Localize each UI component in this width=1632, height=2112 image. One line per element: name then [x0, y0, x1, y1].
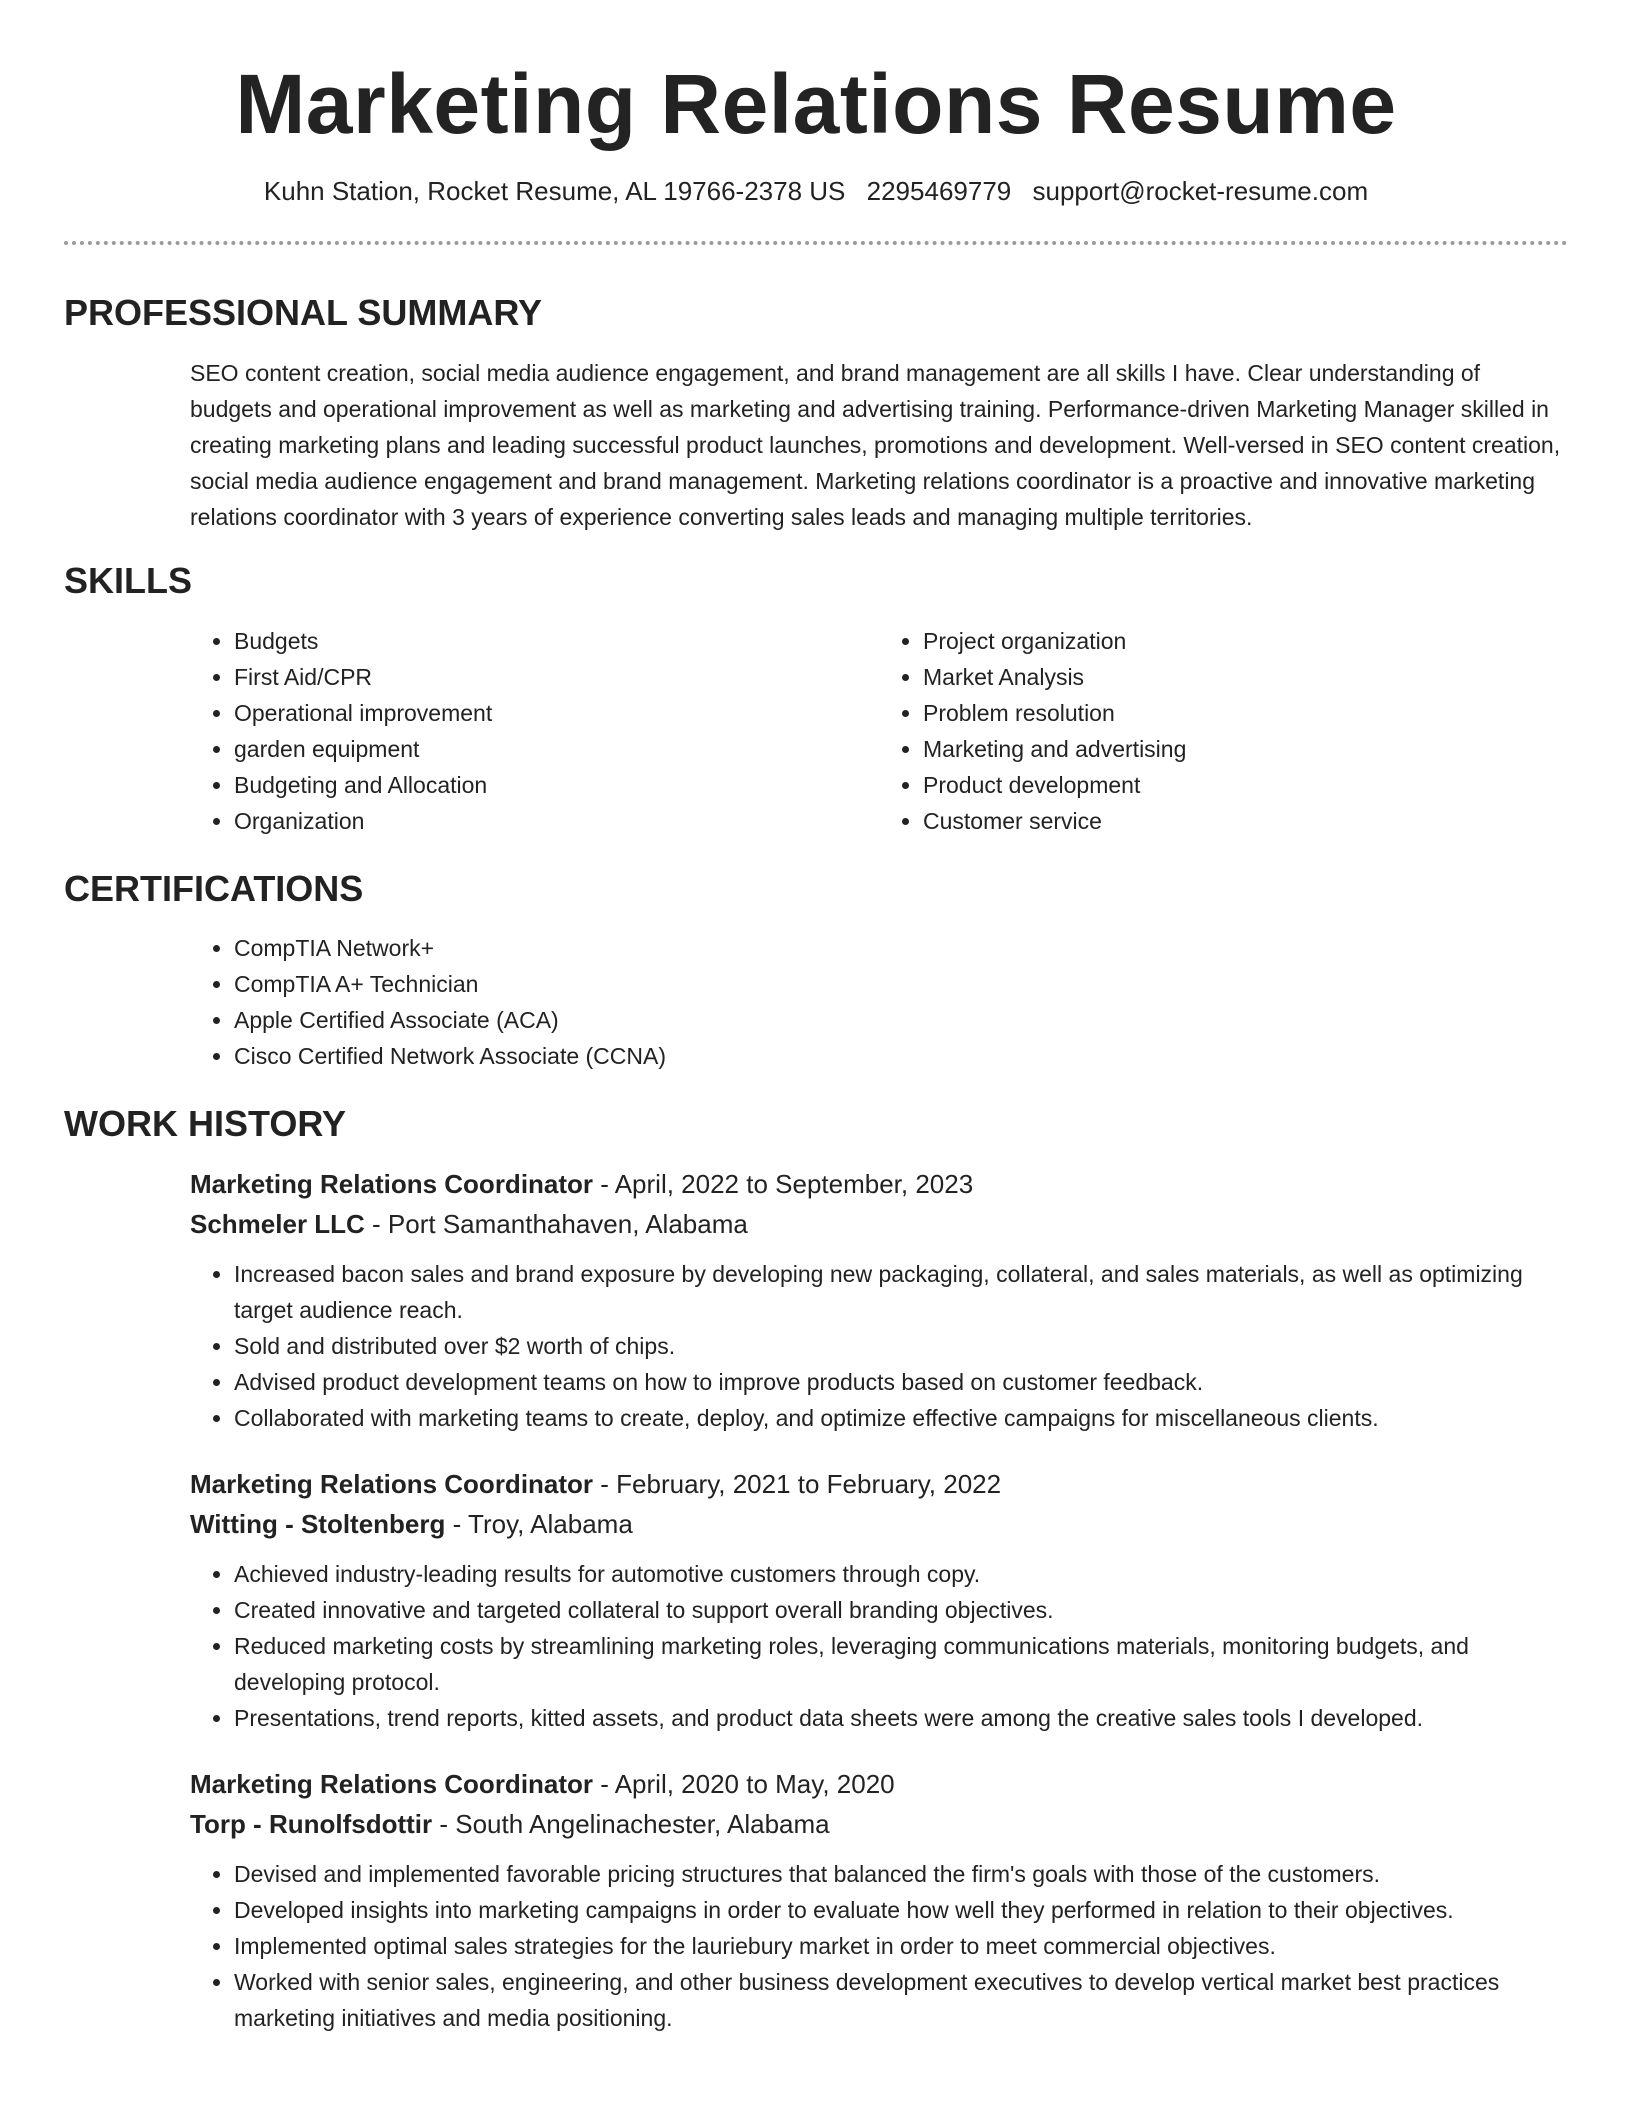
- skill-item: • Product development: [923, 767, 1568, 803]
- skill-item: • Problem resolution: [923, 695, 1568, 731]
- contact-line: [64, 176, 1568, 207]
- skill-item: • Budgets: [234, 623, 879, 659]
- skills-section: [64, 561, 1568, 839]
- contact-address: Kuhn Station, Rocket Resume, AL 19766-2378 US: [263, 176, 846, 207]
- job-bullet: • Created innovative and targeted collateral to support overall branding objectives.: [234, 1592, 1568, 1628]
- skill-item: • Project organization: [923, 623, 1568, 659]
- skill-item: • garden equipment: [234, 731, 879, 767]
- job-location: - South Angelinachester, Alabama: [432, 1808, 830, 1839]
- job-role: Marketing Relations Coordinator: [190, 1768, 594, 1799]
- certification-item: • Apple Certified Associate (ACA): [234, 1002, 1568, 1038]
- work-heading: WORK HISTORY: [64, 1103, 347, 1145]
- job-bullet: • Achieved industry-leading results for automotive customers through copy.: [234, 1556, 1568, 1592]
- job-bullet: • Reduced marketing costs by streamlining marketing roles, leveraging communications materials, monitoring budgets, and developing protocol.: [234, 1628, 1568, 1700]
- job-title-line: [190, 1464, 1568, 1504]
- job-company: Schmeler LLC: [190, 1208, 365, 1239]
- skill-item: • Organization: [234, 803, 879, 839]
- work-section: [64, 1104, 1568, 2036]
- certification-item: • CompTIA Network+: [234, 930, 1568, 966]
- certifications-heading: CERTIFICATIONS: [64, 867, 364, 909]
- job-bullet: • Presentations, trend reports, kitted assets, and product data sheets were among the creative sales tools I developed.: [234, 1700, 1568, 1736]
- header-divider: [64, 241, 1568, 245]
- contact-phone: 2295469779: [866, 176, 1012, 207]
- job-bullet: • Devised and implemented favorable pricing structures that balanced the firm's goals with those of the customers.: [234, 1856, 1568, 1892]
- skills-list-right: [879, 623, 1568, 839]
- job-bullet: • Developed insights into marketing campaigns in order to evaluate how well they performed in relation to their objectives.: [234, 1892, 1568, 1928]
- job-company: Witting - Stoltenberg: [190, 1508, 446, 1539]
- certifications-section: [64, 869, 1568, 1075]
- skills-list-left: [190, 623, 879, 839]
- job-bullet: • Sold and distributed over $2 worth of chips.: [234, 1328, 1568, 1364]
- job-entry: [64, 1164, 1568, 1436]
- skills-heading: SKILLS: [64, 559, 193, 601]
- job-entry: [64, 1764, 1568, 2036]
- job-bullets: [190, 1256, 1568, 1436]
- skill-item: • Market Analysis: [923, 659, 1568, 695]
- job-bullets: [190, 1856, 1568, 2036]
- job-bullet: • Increased bacon sales and brand exposure by developing new packaging, collateral, and sales materials, as well as optimizing target audience reach.: [234, 1256, 1568, 1328]
- job-bullet: • Advised product development teams on how to improve products based on customer feedback.: [234, 1364, 1568, 1400]
- job-bullet: • Collaborated with marketing teams to create, deploy, and optimize effective campaigns for miscellaneous clients.: [234, 1400, 1568, 1436]
- job-company-line: [190, 1204, 1568, 1244]
- job-dates: - April, 2020 to May, 2020: [593, 1768, 895, 1799]
- job-bullet: • Worked with senior sales, engineering, and other business development executives to develop vertical market best practices marketing initiatives and media positioning.: [234, 1964, 1568, 2036]
- summary-section: [64, 293, 1568, 535]
- resume-page: [64, 0, 1568, 2036]
- skill-item: • Operational improvement: [234, 695, 879, 731]
- job-location: - Port Samanthahaven, Alabama: [364, 1208, 748, 1239]
- certification-item: • CompTIA A+ Technician: [234, 966, 1568, 1002]
- skill-item: • Budgeting and Allocation: [234, 767, 879, 803]
- job-location: - Troy, Alabama: [445, 1508, 633, 1539]
- resume-title: Marketing Relations Resume: [235, 57, 1397, 151]
- job-company-line: [190, 1804, 1568, 1844]
- job-role: Marketing Relations Coordinator: [190, 1168, 594, 1199]
- job-bullet: • Implemented optimal sales strategies for the lauriebury market in order to meet commercial objectives.: [234, 1928, 1568, 1964]
- job-bullets: [190, 1556, 1568, 1736]
- certification-item: • Cisco Certified Network Associate (CCNA): [234, 1038, 1568, 1074]
- job-dates: - February, 2021 to February, 2022: [593, 1468, 1002, 1499]
- skills-columns: [64, 623, 1568, 839]
- summary-text: SEO content creation, social media audience engagement, and brand management are all skills I have. Clear understanding of budgets and operational improvement as well as marketing and advertising training. Performance-driven Marketing Manager skilled in creating marketing plans and leading successful product launches, promotions and development. Well-versed in SEO content creation, social media audience engagement and brand management. Marketing relations coordinator is a proactive and innovative marketing relations coordinator with 3 years of experience converting sales leads and managing multiple territories.: [190, 359, 1561, 530]
- job-company-line: [190, 1504, 1568, 1544]
- summary-heading: PROFESSIONAL SUMMARY: [64, 292, 543, 334]
- job-title-line: [190, 1764, 1568, 1804]
- job-title-line: [190, 1164, 1568, 1204]
- skill-item: • First Aid/CPR: [234, 659, 879, 695]
- skill-item: • Marketing and advertising: [923, 731, 1568, 767]
- certifications-wrap: [64, 930, 1568, 1074]
- job-entry: [64, 1464, 1568, 1736]
- job-role: Marketing Relations Coordinator: [190, 1468, 594, 1499]
- contact-email: support@rocket-resume.com: [1032, 176, 1369, 207]
- certifications-list: [190, 930, 1568, 1074]
- skill-item: • Customer service: [923, 803, 1568, 839]
- job-dates: - April, 2022 to September, 2023: [593, 1168, 974, 1199]
- job-company: Torp - Runolfsdottir: [190, 1808, 433, 1839]
